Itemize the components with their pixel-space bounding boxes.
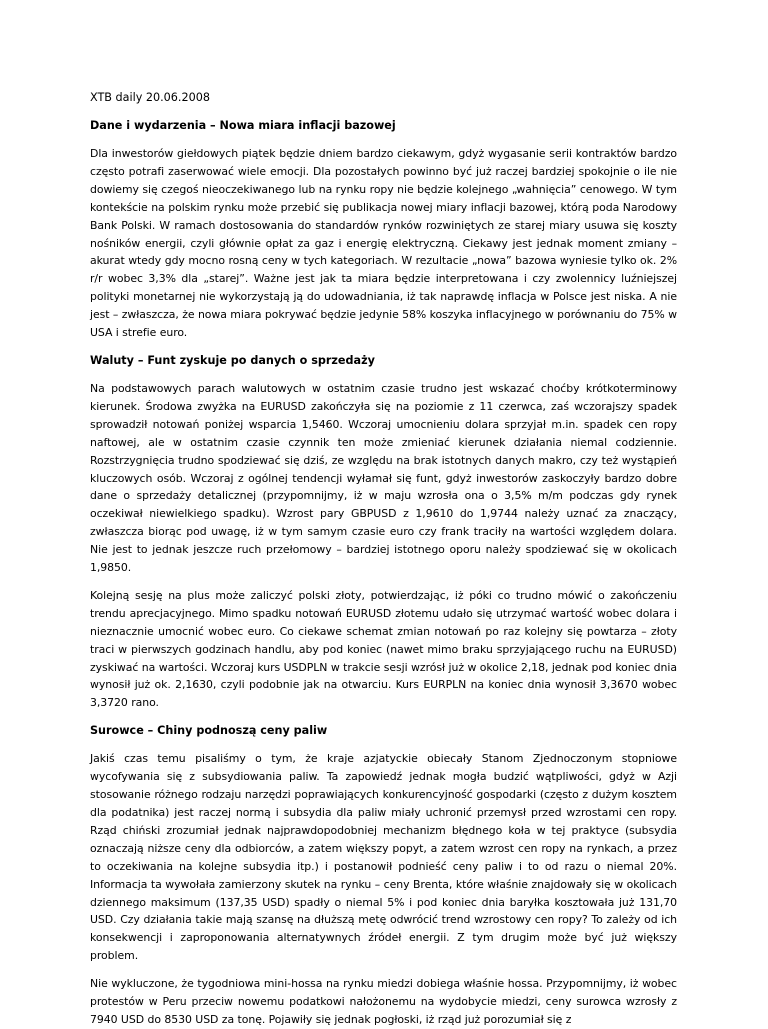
section-heading-commodities: Surowce – Chiny podnoszą ceny paliw [90,724,328,738]
paragraph-inflation: Dla inwestorów giełdowych piątek będzie dniem bardzo ciekawym, gdyż wygasanie serii kontraktów bardzo często potrafi zaserwować wiele emocji. Dla pozostałych powinno być już raczej bardziej spokojnie o ile nie dowiemy się czegoś nieoczekiwanego lub na rynku ropy nie będzie kolejnego „wahnięcia” cenowego. W tym kontekście na polskim rynku może przebić się publikacja nowej miary inflacji bazowej, którą poda Narodowy Bank Polski. W ramach dostosowania do standardów rynków rozwiniętych ze starej miary usuwa się koszty nośników energii, czyli głównie opłat za gaz i energię elektryczną. Ciekawy jest jednak moment zmiany – akurat wtedy gdy mocno rosną ceny w tych kategoriach. W rezultacie „nowa” bazowa wyniesie tylko ok. 2% r/r wobec 3,3% dla „starej”. Ważne jest jak ta miara będzie interpretowana i czy zwolennicy luźniejszej polityki monetarnej nie wykorzystają ją do udowadniania, iż tak naprawdę inflacja w Polsce jest niska. A nie jest – zwłaszcza, że nowa miara pokrywać będzie jedynie 58% koszyka inflacyjnego w porównaniu do 75% w USA i strefie euro. [90,147,678,340]
section-heading-inflation: Dane i wydarzenia – Nowa miara inflacji bazowej [90,119,396,132]
paragraph-currencies-1: Na podstawowych parach walutowych w ostatnim czasie trudno jest wskazać choćby krótkoterminowy kierunek. Środowa zwyżka na EURUSD zakończyła się na poziomie z 11 czerwca, zaś wczorajszy spadek sprowadził notowań poniżej wsparcia 1,5460. Wczoraj umocnieniu dolara sprzyjał m.in. spadek cen ropy naftowej, ale w ostatnim czasie czynnik ten może zmieniać kierunek działania niemal codziennie. Rozstrzygnięcia trudno spodziewać się dziś, ze względu na brak istotnych danych makro, czy też wystąpień kluczowych osób. Wczoraj z ogólnej tendencji wyłamał się funt, gdyż inwestorów zaskoczyły bardzo dobre dane o sprzedaży detalicznej (przypomnijmy, iż w maju wzrosła ona o 3,5% m/m podczas gdy rynek oczekiwał niewielkiego spadku). Wzrost pary GBPUSD z 1,9610 do 1,9744 należy uznać za znaczący, zwłaszcza biorąc pod uwagę, iż w tym samym czasie euro czy frank traciły na wartości względem dolara. Nie jest to jednak jeszcze ruch przełomowy – bardziej istotnego oporu należy spodziewać się w okolicach 1,9850. [90,381,677,575]
paragraph-commodities-1: Jakiś czas temu pisaliśmy o tym, że kraje azjatyckie obiecały Stanom Zjednoczonym stopniowe wycofywania się z subsydiowania paliw. Ta zapowiedź jednak mogła budzić wątpliwości, gdyż w Azji stosowanie różnego rodzaju narzędzi poprawiających konkurencyjność gospodarki (często z dużym kosztem dla podatnika) jest raczej normą i subsydia dla paliw miały uchronić przemysł przed wzrostami cen ropy. Rząd chiński zrozumiał jednak najprawdopodobniej mechanizm błędnego koła w tej praktyce (subsydia oznaczają niższe ceny dla odbiorców, a zatem większy popyt, a zatem wzrost cen ropy na rynkach, a przez to oczekiwania na kolejne subsydia itp.) i postanowił podnieść ceny paliw i to od razu o niemal 20%. Informacja ta wywołała zamierzony skutek na rynku – ceny Brenta, które właśnie znajdowały się w okolicach dziennego maksimum (137,35 USD) spadły o niemal 5% i pod koniec dnia baryłka kosztowała już 131,70 USD. Czy działania takie mają szansę na dłuższą metę odwrócić trend wzrostowy cen ropy? To zależy od ich konsekwencji i zaproponowania alternatywnych źródeł energii. Z tym drugim może być już większy problem. [90,752,677,963]
report-date-line: XTB daily 20.06.2008 [90,91,210,104]
section-heading-currencies: Waluty – Funt zyskuje po danych o sprzedaży [90,353,375,367]
paragraph-currencies-2: Kolejną sesję na plus może zaliczyć polski złoty, potwierdzając, iż póki co trudno mówić o zakończeniu trendu aprecjacyjnego. Mimo spadku notowań EURUSD złotemu udało się utrzymać wartość wobec dolara i nieznacznie umocnić wobec euro. Co ciekawe schemat zmian notowań po raz kolejny się powtarza – złoty traci w pierwszych godzinach handlu, aby pod koniec (nawet mimo braku sprzyjającego ruchu na EURUSD) zyskiwać na wartości. Wczoraj kurs USDPLN w trakcie sesji wzrósł już w okolice 2,18, jednak pod koniec dnia wynosił już ok. 2,1630, czyli podobnie jak na otwarciu. Kurs EURPLN na koniec dnia wynosił 3,3670 wobec 3,3720 rano. [90,588,677,710]
document-page [90,89,677,1029]
paragraph-commodities-2: Nie wykluczone, że tygodniowa mini-hossa na rynku miedzi dobiega właśnie hossa. Przypomnijmy, iż wobec protestów w Peru przeciw nowemu podatkowi nałożonemu na wydobycie miedzi, ceny surowca wzrosły z 7940 USD do 8530 USD za tonę. Pojawiły się jednak pogłoski, iż rząd już porozumiał się z [90,977,677,1026]
